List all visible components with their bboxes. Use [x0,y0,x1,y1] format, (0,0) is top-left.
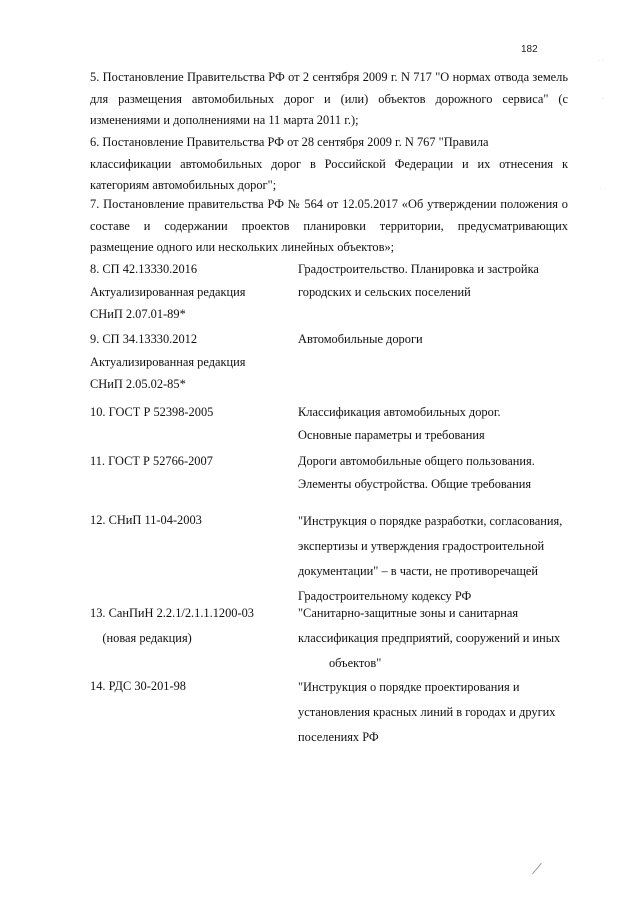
paragraph-line: для размещения автомобильных дорог и (или) объектов дорожного сервиса" (с [90,91,568,106]
code-line: 13. СанПиН 2.2.1/2.1.1.1200-03 [90,606,255,620]
title-line: поселениях РФ [298,730,379,744]
list-paragraph-6 [90,132,568,197]
title-line: объектов" [298,656,382,670]
title-line: городских и сельских поселений [298,284,471,299]
paragraph-line: 6. Постановление Правительства РФ от 28 сентября 2009 г. N 767 "Правила [90,135,489,149]
paragraph-line: изменениями и дополнениями на 11 марта 2011 г.); [90,113,359,127]
title-line: Автомобильные дороги [298,332,423,346]
code-line: (новая редакция) [90,631,192,645]
paragraph-line: 5. Постановление Правительства РФ от 2 сентября 2009 г. N 717 "О нормах отвода земель [90,70,568,84]
page-number: 182 [521,44,538,55]
standard-title [298,258,573,303]
scan-artifact-mark: · [602,96,604,103]
standard-code [90,601,290,651]
code-line: СНиП 2.07.01-89* [90,307,186,321]
standard-title [298,601,573,676]
code-line: Актуализированная редакция [90,284,246,299]
code-line: 10. ГОСТ Р 52398-2005 [90,405,214,419]
pen-stroke-mark [532,863,542,874]
code-line: 14. РДС 30-201-98 [90,679,186,693]
paragraph-line: 7. Постановление правительства РФ № 564 от 12.05.2017 «Об утверждении положения о [90,197,568,211]
title-line: экспертизы и утверждения градостроительной [298,539,545,553]
standard-code [90,675,290,698]
title-line: Градостроительство. Планировка и застройка [298,262,539,276]
paragraph-line: составе и содержании проектов планировки территории, предусматривающих [90,218,568,233]
standard-title [298,401,573,446]
standard-title [298,450,573,495]
standard-code [90,509,290,532]
title-line: классификация предприятий, сооружений и иных [298,631,561,645]
title-line: Элементы обустройства. Общие требования [298,476,532,491]
code-line: 12. СНиП 11-04-2003 [90,513,202,527]
standard-code [90,450,290,473]
code-line: СНиП 2.05.02-85* [90,377,186,391]
scan-artifact-mark: · · [600,186,606,193]
title-line: Дороги автомобильные общего пользования. [298,454,535,468]
list-paragraph-7 [90,194,568,259]
title-line: Классификация автомобильных дорог. [298,405,501,419]
standard-title [298,328,573,351]
title-line: Основные параметры и требования [298,427,485,442]
code-line: Актуализированная редакция [90,354,246,369]
standard-code [90,328,290,396]
code-line: 9. СП 34.13330.2012 [90,332,198,346]
title-line: "Инструкция о порядке проектирования и [298,680,520,694]
title-line: Градостроительному кодексу РФ [298,589,472,603]
paragraph-line: размещение одного или нескольких линейных объектов»; [90,240,395,254]
title-line: установления красных линий в городах и других [298,705,556,719]
title-line: документации" – в части, не противоречащей [298,564,539,578]
title-line: "Инструкция о порядке разработки, согласования, [298,514,563,528]
standard-code [90,401,290,424]
code-line: 8. СП 42.13330.2016 [90,262,198,276]
code-line: 11. ГОСТ Р 52766-2007 [90,454,213,468]
standard-code [90,258,290,326]
standard-title [298,509,573,609]
list-paragraph-5 [90,67,568,132]
paragraph-line: классификации автомобильных дорог в Российской Федерации и их отнесения к [90,156,568,171]
paragraph-line: категориям автомобильных дорог"; [90,178,277,192]
title-line: "Санитарно-защитные зоны и санитарная [298,606,519,620]
scan-artifact-mark: · · [598,58,604,65]
standard-title [298,675,573,750]
